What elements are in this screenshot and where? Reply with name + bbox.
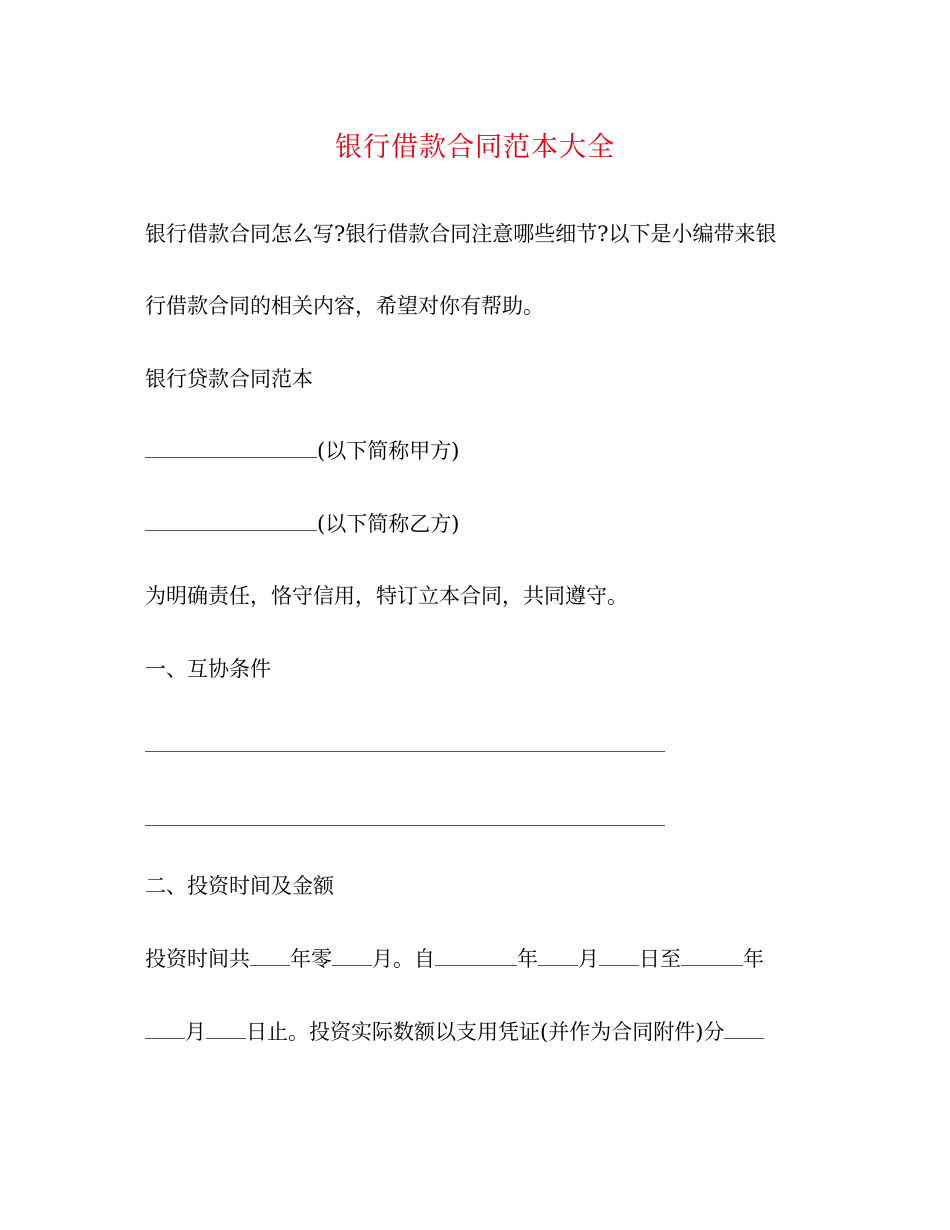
fill-in-rule-1 [145,751,665,752]
start-year-blank [435,945,517,966]
end-month-blank [145,1018,185,1039]
text-segment: 年零 [290,947,332,971]
intro-line-1: 银行借款合同怎么写?银行借款合同注意哪些细节?以下是小编带来银 [145,222,777,246]
years-blank [250,945,290,966]
document-title: 银行借款合同范本大全 [335,132,615,163]
text-segment: 日至 [639,947,681,971]
text-segment: 投资时间共 [145,947,250,971]
fill-in-rule-2 [145,825,665,826]
section-2-heading: 二、投资时间及金额 [145,874,334,898]
section-1-heading: 一、互协条件 [145,657,271,681]
investment-period-line [145,945,764,973]
party-b-line [145,510,459,538]
party-a-blank [145,437,317,458]
party-b-blank [145,510,317,531]
investment-amount-line [145,1018,764,1046]
text-segment: 年 [517,947,538,971]
start-day-blank [599,945,639,966]
party-a-line [145,437,459,465]
end-day-blank [206,1018,246,1039]
start-month-blank [538,945,578,966]
contract-subtitle: 银行贷款合同范本 [145,367,313,391]
purpose-statement: 为明确责任，恪守信用，特订立本合同，共同遵守。 [145,584,628,608]
party-b-label: (以下简称乙方) [317,512,460,536]
end-year-blank [681,945,743,966]
months-blank [332,945,372,966]
party-a-label: (以下简称甲方) [317,439,460,463]
installments-blank [724,1018,764,1039]
text-segment: 日止。投资实际数额以支用凭证(并作为合同附件)分 [246,1020,725,1044]
text-segment: 月。自 [372,947,435,971]
text-segment: 月 [185,1020,206,1044]
text-segment: 年 [743,947,764,971]
intro-line-2: 行借款合同的相关内容，希望对你有帮助。 [145,294,544,318]
text-segment: 月 [578,947,599,971]
